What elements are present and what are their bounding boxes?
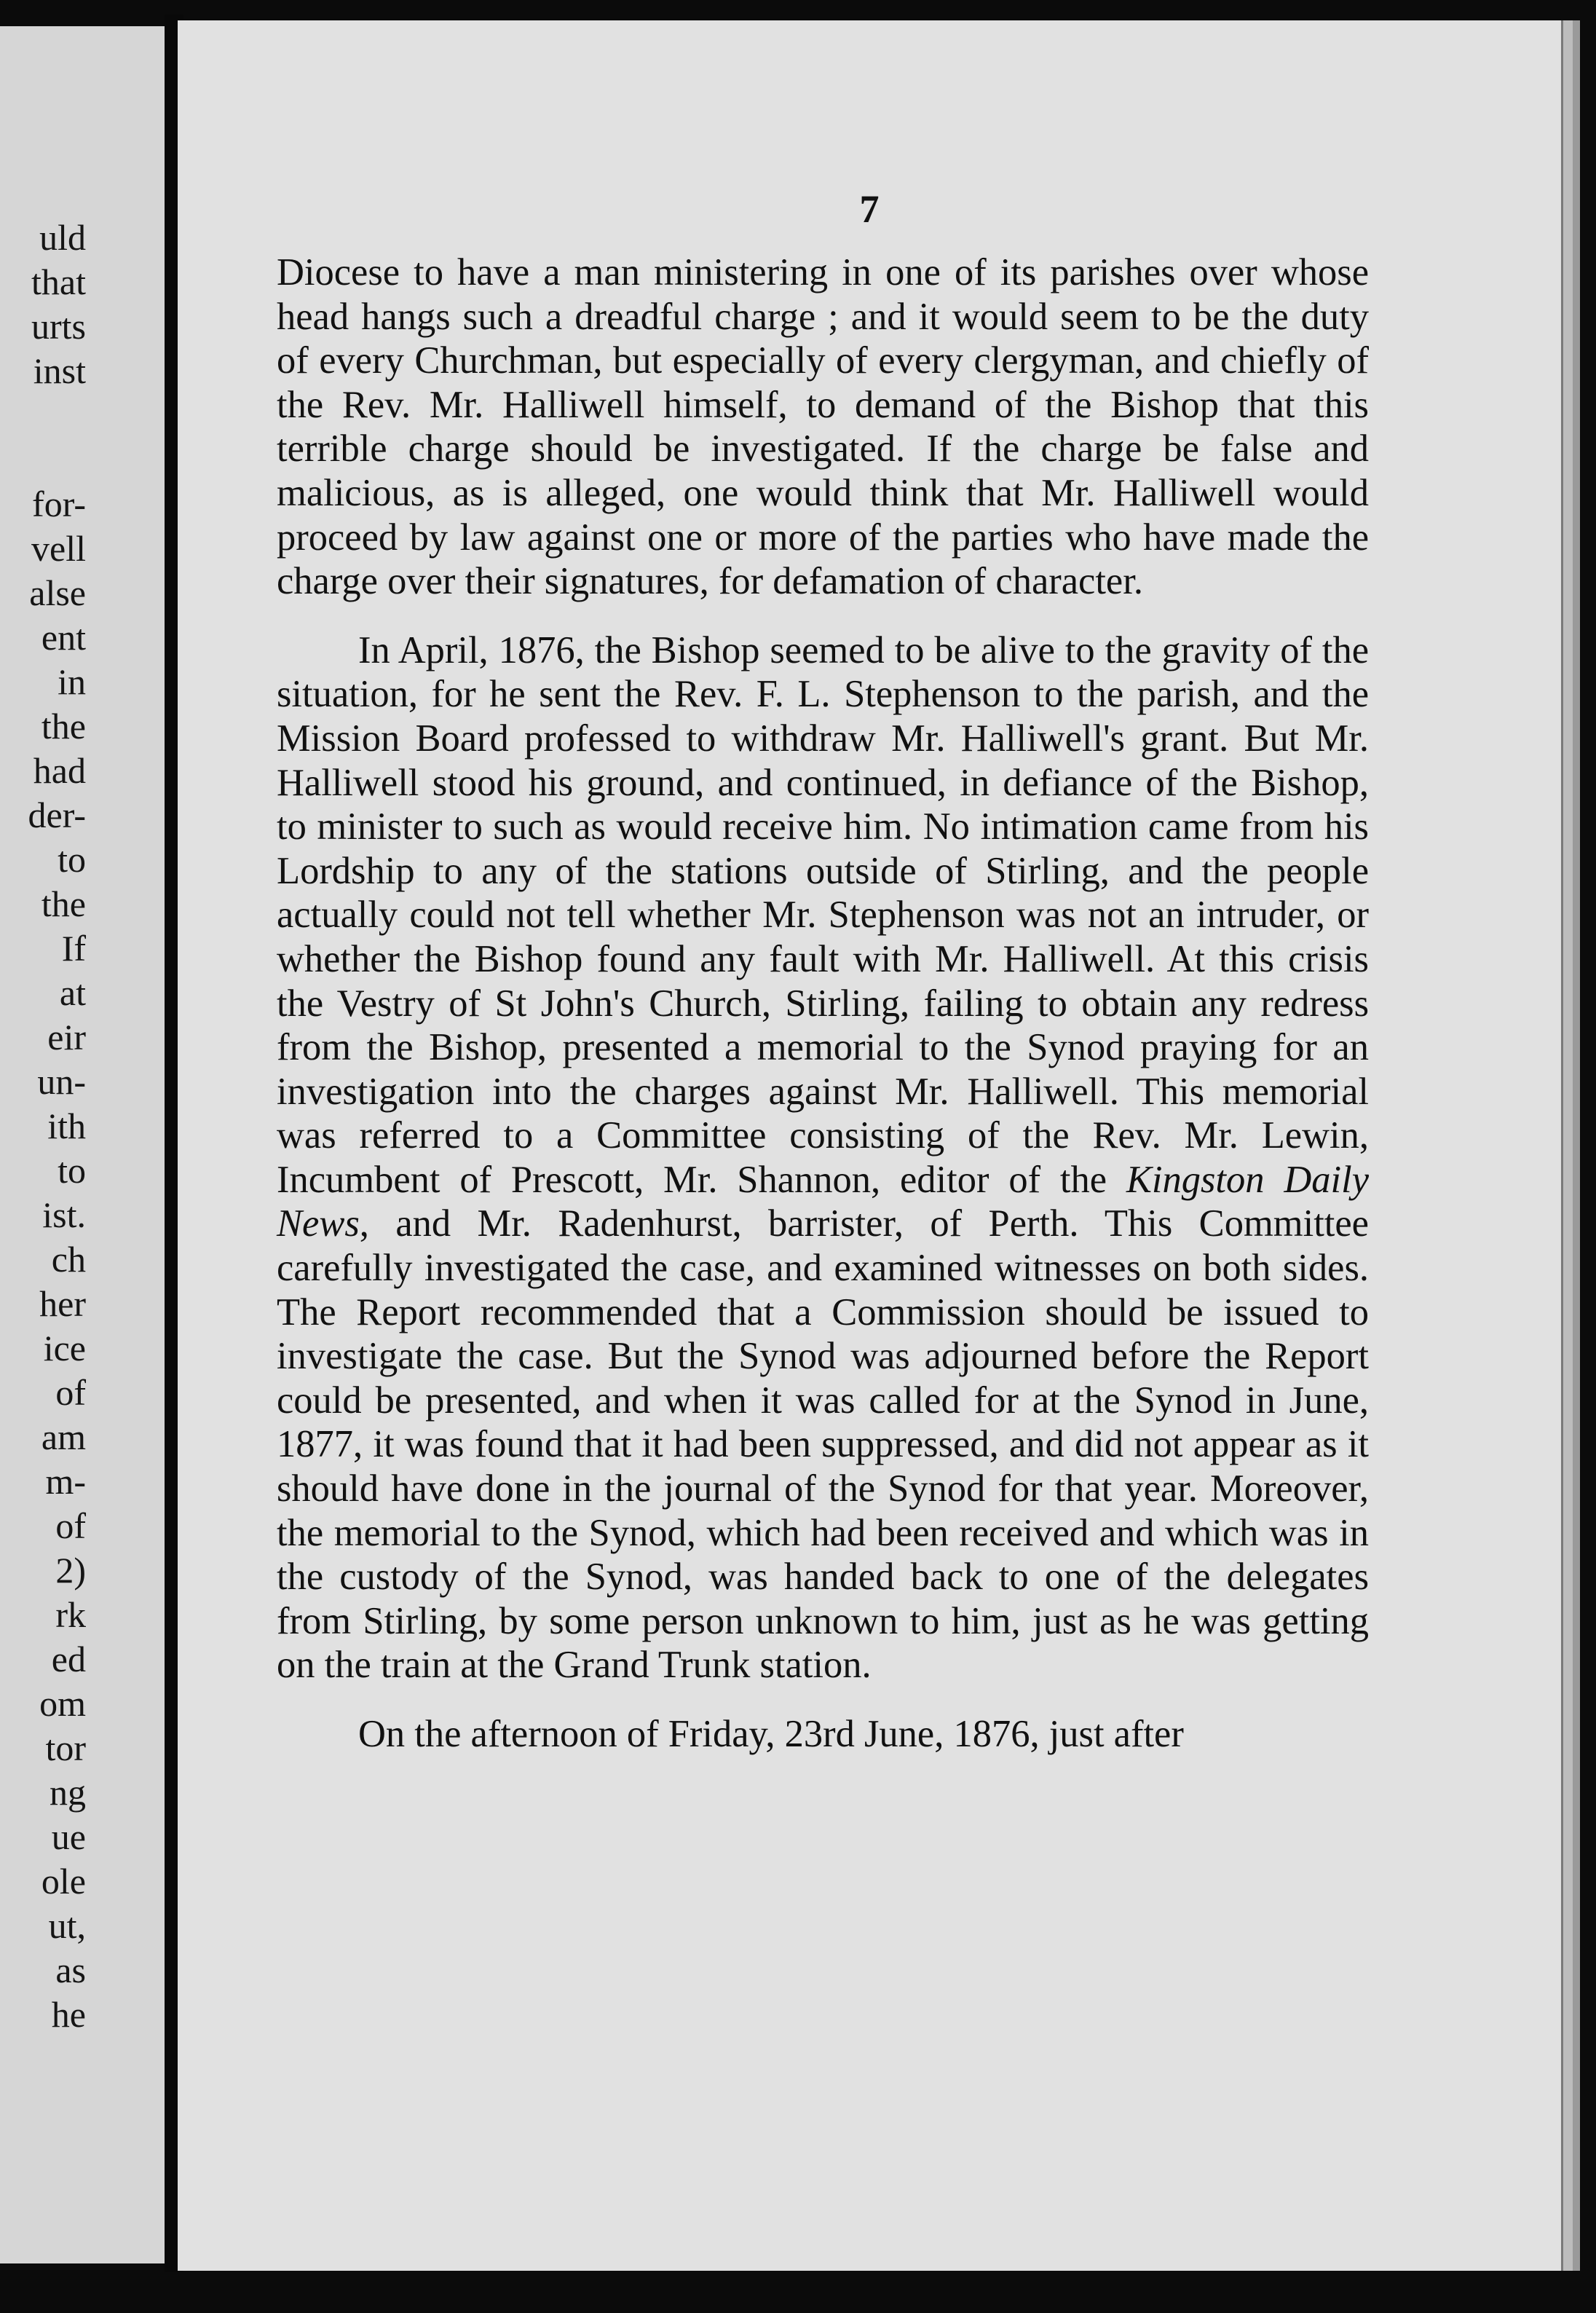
left-page-fragment: der- — [28, 795, 86, 835]
left-page-fragment: the — [41, 883, 86, 924]
left-page-fragment: ch — [51, 1239, 86, 1280]
left-page-fragment: of — [55, 1505, 86, 1546]
paragraph-2-text-a: In April, 1876, the Bishop seemed to be alive to the gravity of the situation, for he sent the Rev. F. L. Stephenson to the parish, and the Mission Board professed to withdraw Mr. Halliwell's grant. But Mr. Halliwell stood his ground, and continued, in defiance of the Bishop, to minister to such as would receive him. No intimation came from his Lordship to any of the stations outside of Stirling, and the people actually could not tell whether Mr. Stephenson was not an intruder, or whether the Bishop found any fault with Mr. Halliwell. At this crisis the Vestry of St John's Church, Stirling, failing to obtain any redress from the Bishop, presented a memorial to the Synod praying for an investigation into the charges against Mr. Halliwell. This memorial was referred to a Committee consisting of the Rev. Mr. Lewin, Incumbent of Prescott, Mr. Shannon, editor of the — [277, 629, 1369, 1201]
left-page-fragment: at — [59, 972, 86, 1013]
page-edge-shadow — [1573, 20, 1580, 2271]
left-page-fragment: tor — [45, 1727, 86, 1768]
left-page-fragment — [0, 438, 86, 482]
left-page-fragment: he — [51, 1994, 86, 2035]
left-page-fragment: of — [55, 1372, 86, 1413]
left-page-fragment: that — [31, 261, 86, 302]
left-page-fragment: her — [39, 1283, 86, 1324]
left-page-fragment: ole — [41, 1861, 86, 1902]
left-page-fragment: am — [41, 1416, 86, 1457]
left-page-fragment: inst — [33, 350, 86, 391]
left-page-fragment: om — [39, 1683, 86, 1724]
left-page-fragment: If — [61, 928, 86, 969]
left-page-fragment — [0, 393, 86, 438]
left-page-fragment: vell — [31, 528, 86, 569]
left-page-fragment: ut, — [48, 1905, 86, 1946]
left-page-fragment: rk — [55, 1594, 86, 1635]
left-page-fragment: ice — [43, 1328, 86, 1368]
paragraph-2-text-b: , and Mr. Radenhurst, barrister, of Perth. This Committee carefully investigated the case, and examined witnesses on both sides. The Report recommended that a Commission should be issued to investigate the case. But the Synod was adjourned before the Report could be presented, and when it was called for at the Synod in June, 1877, it was found that it had been suppressed, and did not appear as it should have done in the journal of the Synod for that year. Moreover, the memorial to the Synod, which had been received and which was in the custody of the Synod, was handed back to one of the delegates from Stirling, by some person unknown to him, just as he was getting on the train at the Grand Trunk station. — [277, 1202, 1369, 1687]
left-page-fragment: ist. — [42, 1194, 86, 1235]
left-page-fragment: eir — [47, 1017, 86, 1057]
paragraph-3: On the afternoon of Friday, 23rd June, 1876, just after — [358, 1713, 1184, 1755]
left-facing-page — [0, 26, 165, 2263]
left-page-fragment: to — [58, 1150, 86, 1191]
left-page-fragment: 2) — [55, 1550, 86, 1591]
left-page-fragment: uld — [39, 217, 86, 258]
left-page-fragment: ent — [41, 617, 86, 658]
left-page-fragment: in — [58, 661, 86, 702]
left-page-fragment: urts — [31, 306, 86, 347]
left-page-fragment: for- — [32, 484, 86, 524]
paragraph-2 — [277, 629, 1369, 1687]
body-text — [277, 251, 1369, 1757]
left-page-fragment: ed — [51, 1639, 86, 1679]
left-page-fragment: ith — [47, 1106, 86, 1146]
left-page-fragment: un- — [37, 1061, 86, 1102]
left-page-fragment: to — [58, 839, 86, 880]
left-page-fragment: as — [55, 1950, 86, 1990]
page-number: 7 — [859, 187, 880, 231]
left-page-text-fragments — [0, 216, 165, 2037]
left-page-fragment: alse — [29, 572, 86, 613]
main-page — [178, 20, 1561, 2271]
left-page-fragment: ue — [51, 1816, 86, 1857]
paragraph-1: Diocese to have a man ministering in one of its parishes over whose head hangs such a dreadful charge ; and it would seem to be the duty of every Churchman, but especially of every clergyman, and chiefly of the Rev. Mr. Halliwell himself, to demand of the Bishop that this terrible charge should be investigated. If the charge be false and malicious, as is alleged, one would think that Mr. Halliwell would proceed by law against one or more of the parties who have made the charge over their signatures, for defamation of character. — [277, 251, 1369, 603]
left-page-fragment: had — [33, 750, 86, 791]
newspaper-title: Kingston Daily News — [277, 1158, 1369, 1245]
left-page-fragment: m- — [45, 1461, 86, 1502]
left-page-fragment: the — [41, 706, 86, 746]
left-page-fragment: ng — [50, 1772, 86, 1813]
